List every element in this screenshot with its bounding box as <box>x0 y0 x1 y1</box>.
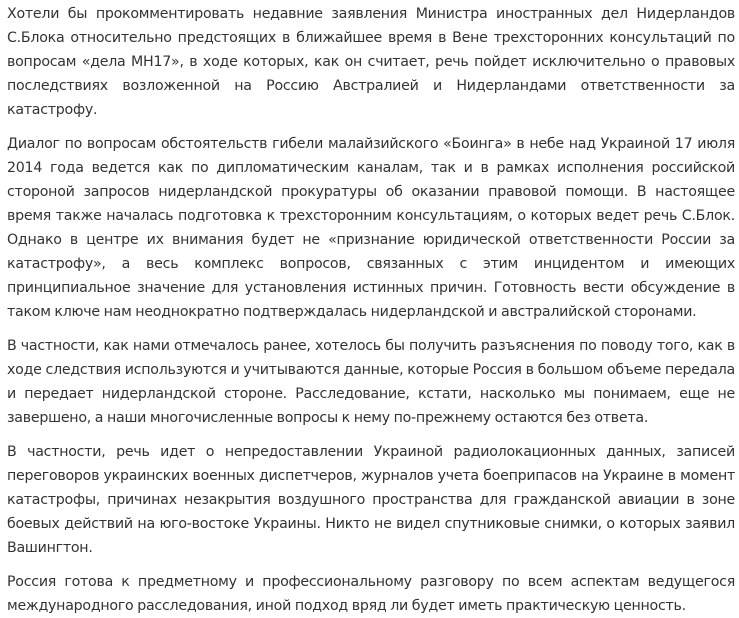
paragraph-5: Россия готова к предметному и профессиональному разговору по всем аспектам ведущегося международного расследования, иной подход вряд ли будет иметь практическую ценность. <box>7 574 735 614</box>
paragraph-1: Хотели бы прокомментировать недавние заявления Министра иностранных дел Нидерландов С.Блока относительно предстоящих в ближайшее время в Вене трехсторонних консультаций по вопросам «дела МН17», в ходе которых, как он считает, речь пойдет исключительно о правовых последствиях возложенной на Россию Австралией и Нидерландами ответственности за катастрофу. <box>7 6 735 118</box>
paragraph-4: В частности, речь идет о непредоставлении Украиной радиолокационных данных, записей переговоров украинских военных диспетчеров, журналов учета боеприпасов на Украине в момент катастрофы, причинах незакрытия воздушного пространства для гражданской авиации в зоне боевых действий на юго-востоке Украины. Никто не видел спутниковые снимки, о которых заявил Вашингтон. <box>7 444 735 556</box>
paragraph-2: Диалог по вопросам обстоятельств гибели малайзийского «Боинга» в небе над Украиной 17 июля 2014 года ведется как по дипломатическим каналам, так и в рамках исполнения российской стороной запросов нидерландской прокуратуры об оказании правовой помощи. В настоящее время также началась подготовка к трехсторонним консультациям, о которых ведет речь С.Блок. Однако в центре их внимания будет не «признание юридической ответственности России за катастрофу», а весь комплекс вопросов, связанных с этим инцидентом и имеющих принципиальное значение для установления истинных причин. Готовность вести обсуждение в таком ключе нам неоднократно подтверждалась нидерландской и австралийской сторонами. <box>7 136 735 320</box>
paragraph-3: В частности, как нами отмечалось ранее, хотелось бы получить разъяснения по поводу того, как в ходе следствия используются и учитываются данные, которые Россия в большом объеме передала и передает нидерландской стороне. Расследование, кстати, насколько мы понимаем, еще не завершено, а наши многочисленные вопросы к нему по-прежнему остаются без ответа. <box>7 338 735 426</box>
